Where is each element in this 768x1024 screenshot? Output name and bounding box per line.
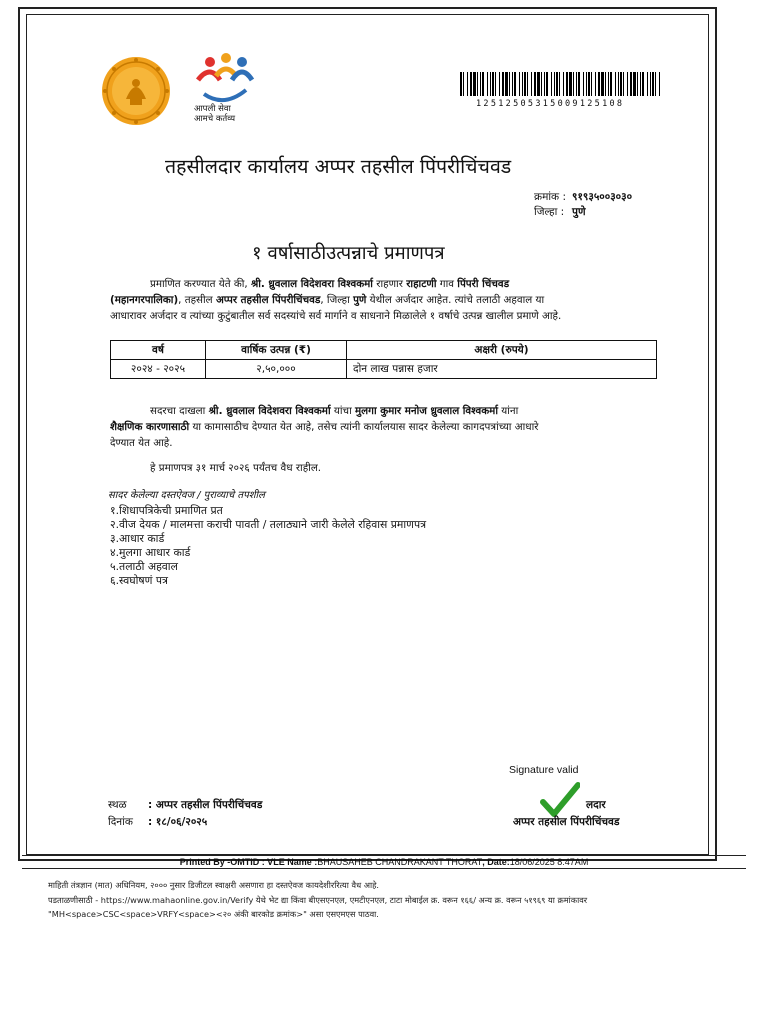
list-item: ५.तलाठी अहवाल	[110, 560, 178, 573]
barcode-bar	[505, 72, 508, 96]
barcode-bar	[514, 72, 516, 96]
barcode-bar	[502, 72, 504, 96]
vle-name: BHAUSAHEB CHANDRAKANT THORAT	[317, 857, 483, 867]
barcode-bar	[482, 72, 484, 96]
barcode-bar	[610, 72, 612, 96]
tehsil-name: अप्पर तहसील पिंपरीचिंचवड	[215, 294, 321, 306]
barcode-bar	[527, 72, 528, 96]
col-income: वार्षिक उत्पन्न (₹)	[206, 341, 347, 360]
date-value: : १८/०६/२०२५	[148, 816, 208, 828]
barcode-bar	[480, 72, 481, 96]
validity-text: हे प्रमाणपत्र ३१ मार्च २०२६ पर्यंतच वैध राहील.	[150, 462, 322, 474]
barcode-bar	[499, 72, 500, 96]
barcode-bar	[541, 72, 542, 96]
list-item: २.वीज देयक / मालमत्ता कराची पावती / तलाठ्याने जारी केलेले रहिवास प्रमाणपत्र	[110, 518, 427, 531]
district-label: जिल्हा :	[534, 206, 565, 218]
designation-line-2: अप्पर तहसील पिंपरीचिंचवड	[513, 816, 620, 828]
income-table	[110, 340, 657, 379]
col-year: वर्ष	[111, 341, 206, 360]
checkmark-icon	[540, 782, 580, 818]
district-value: पुणे	[572, 206, 586, 218]
barcode-bar	[578, 72, 580, 96]
logo-caption-2: आमचे कर्तव्य	[194, 114, 236, 124]
barcode-bar	[627, 72, 628, 96]
barcode-bar	[642, 72, 644, 96]
barcode-bar	[601, 72, 604, 96]
barcode-bar	[492, 72, 494, 96]
list-item: ३.आधार कार्ड	[110, 532, 165, 545]
barcode-bar	[618, 72, 619, 96]
barcode-bar	[569, 72, 572, 96]
barcode-bar	[537, 72, 540, 96]
barcode-bar	[576, 72, 577, 96]
purpose: शैक्षणिक कारणासाठी	[110, 421, 190, 433]
barcode-bar	[615, 72, 616, 96]
col-words: अक्षरी (रुपये)	[347, 341, 657, 360]
barcode-bar	[583, 72, 584, 96]
barcode-bar	[559, 72, 560, 96]
barcode-bar	[608, 72, 609, 96]
certificate-title: १ वर्षासाठीउत्पन्नाचे प्रमाणपत्र	[252, 243, 445, 264]
logo-caption-1: आपली सेवा	[194, 104, 231, 114]
place-value: : अप्पर तहसील पिंपरीचिंचवड	[148, 799, 263, 811]
barcode-bar	[554, 72, 555, 96]
state-emblem-icon	[100, 55, 172, 127]
print-date: 18/06/2025 8:47AM	[509, 857, 589, 867]
paragraph-purpose: सदरचा दाखला श्री. ध्रुवलाल विदेशवरा विश्वकर्मा यांचा मुलगा कुमार मनोज ध्रुवलाल विश्वकर्मा यांना शैक्षणिक कारणासाठी या कामासाठीच देण्यात येत आहे, तसेच त्यांनी कार्यालयास सादर केलेल्या कागदपत्रांच्या आधारे देण्यात येत आहे.	[110, 405, 539, 449]
barcode-bar	[524, 72, 526, 96]
signature-valid-text: Signature valid	[509, 764, 579, 776]
barcode-bar	[586, 72, 587, 96]
barcode-bar	[551, 72, 552, 96]
barcode-bar	[531, 72, 532, 96]
barcode-bar	[470, 72, 472, 96]
number-value: ९१९३५००३०३०	[572, 191, 633, 203]
barcode-bar	[637, 72, 638, 96]
barcode-bar	[647, 72, 648, 96]
barcode-bar	[463, 72, 464, 96]
barcode-bar	[573, 72, 574, 96]
list-item: १.शिधापत्रिकेची प्रमाणित प्रत	[110, 504, 223, 517]
barcode-bar	[473, 72, 476, 96]
office-title: तहसीलदार कार्यालय अप्पर तहसील पिंपरीचिंचवड	[165, 155, 512, 178]
printed-by-bar: Printed By -OMTID : VLE Name :BHAUSAHEB CHANDRAKANT THORAT, Date:18/06/2025 8:47AM	[22, 855, 746, 869]
barcode-bar	[519, 72, 520, 96]
barcode-bar	[640, 72, 641, 96]
barcode-bar	[467, 72, 468, 96]
barcode-number: 12512505315009125108	[476, 99, 625, 109]
son-name: मुलगा कुमार मनोज ध्रुवलाल विश्वकर्मा	[355, 405, 498, 417]
barcode-bar	[509, 72, 510, 96]
barcode-bar	[595, 72, 596, 96]
barcode	[460, 72, 660, 96]
barcode-bar	[659, 72, 660, 96]
applicant-name: श्री. ध्रुवलाल विदेशवरा विश्वकर्मा	[250, 278, 373, 290]
designation-line-1: लदार	[586, 799, 606, 811]
barcode-bar	[605, 72, 606, 96]
barcode-bar	[522, 72, 523, 96]
barcode-bar	[490, 72, 491, 96]
barcode-bar	[563, 72, 564, 96]
barcode-bar	[495, 72, 496, 96]
barcode-bar	[652, 72, 654, 96]
table-row: २०२४ - २०२५ २,५०,००० दोन लाख पन्नास हजार	[111, 360, 657, 379]
date-label: दिनांक	[108, 816, 133, 828]
barcode-bar	[630, 72, 632, 96]
barcode-bar	[512, 72, 513, 96]
barcode-bar	[598, 72, 600, 96]
footer-line-2: पडताळणीसाठी - https://www.mahaonline.gov.in/Verify येथे भेट द्या किंवा बीएसएनएल, एमटीएनएल, टाटा मोबाईल क्र. वरून १६६/ अन्य क्र. वरून ५१९६९ या क्रमांकावर	[48, 895, 588, 905]
footer-line-3: "MH<space>CSC<space>VRFY<space><२० अंकी बारकोड क्रमांक>" असा एसएमएस पाठवा.	[48, 909, 379, 919]
barcode-bar	[544, 72, 545, 96]
barcode-bar	[620, 72, 622, 96]
footer-line-1: माहिती तंत्रज्ञान (मात) अधिनियम, २००० नुसार डिजीटल स्वाक्षरी असणारा हा दस्तऐवज कायदेशीररित्या वैध आहे.	[48, 880, 380, 890]
barcode-bar	[591, 72, 592, 96]
barcode-bar	[633, 72, 636, 96]
number-label: क्रमांक :	[534, 191, 567, 203]
barcode-bar	[650, 72, 651, 96]
barcode-bar	[487, 72, 488, 96]
place-label: स्थळ	[108, 799, 127, 811]
list-item: ६.स्वघोषणं पत्र	[110, 574, 168, 587]
paragraph-intro: प्रमाणित करण्यात येते की, श्री. ध्रुवलाल विदेशवरा विश्वकर्मा राहणार राहाटणी गाव पिंपरी चिंचवड (महानगरपालिका), तहसील अप्पर तहसील पिंपरीचिंचवड, जिल्हा पुणे येथील अर्जदार आहेत. त्यांचे तलाठी अहवाल या आधारावर अर्जदार व त्यांच्या कुटुंबातील सर्व सदस्यांचे सर्व मार्गाने व साधनाने मिळालेले १ वर्षाचे उत्पन्न खालील प्रमाणे आहे.	[110, 278, 562, 322]
barcode-bar	[534, 72, 536, 96]
barcode-bar	[460, 72, 462, 96]
barcode-bar	[546, 72, 548, 96]
barcode-bar	[566, 72, 568, 96]
list-item: ४.मुलगा आधार कार्ड	[110, 546, 191, 559]
barcode-bar	[623, 72, 624, 96]
place-name: पिंपरी चिंचवड	[457, 278, 510, 290]
barcode-bar	[477, 72, 478, 96]
barcode-bar	[588, 72, 590, 96]
village-name: राहाटणी	[406, 278, 437, 290]
documents-heading: सादर केलेल्या दस्तऐवज / पुराव्याचे तपशील	[108, 490, 265, 501]
barcode-bar	[655, 72, 656, 96]
barcode-bar	[556, 72, 558, 96]
